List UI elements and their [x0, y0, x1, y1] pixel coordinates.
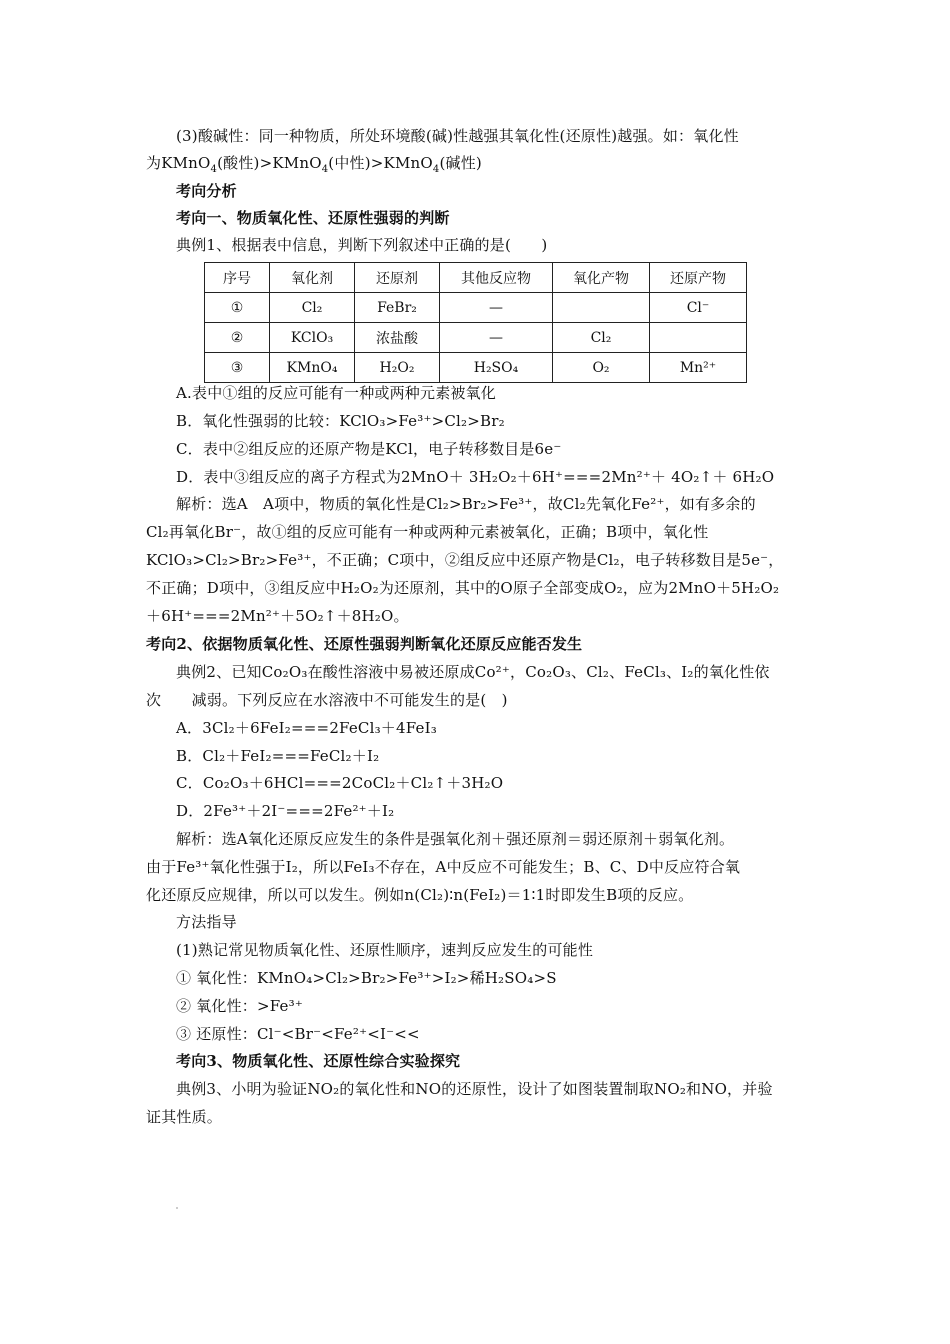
example-title: 典例3、小明为验证NO₂的氧化性和NO的还原性，设计了如图装置制取NO₂和NO，并验 — [176, 1080, 773, 1098]
analysis-line: 解析：选A氧化还原反应发生的条件是强氧化剂＋强还原剂＝弱还原剂＋弱氧化剂。 — [176, 830, 735, 848]
table-cell: Mn²⁺ — [650, 353, 747, 383]
table-cell — [650, 323, 747, 353]
analysis-line: KClO₃>Cl₂>Br₂>Fe³⁺，不正确；C项中，②组反应中还原产物是Cl₂，电子转移数目是5e⁻， — [146, 551, 784, 569]
text-line: 次 减弱。下列反应在水溶液中不可能发生的是( ) — [146, 691, 508, 709]
table-cell: Cl₂ — [270, 293, 355, 323]
method-line: ② 氧化性：>Fe³⁺ — [176, 997, 303, 1015]
section-heading: 考向3、物质氧化性、还原性综合实验探究 — [176, 1052, 461, 1070]
table-header-row — [205, 263, 747, 293]
example-title: 典例1、根据表中信息，判断下列叙述中正确的是( ) — [176, 236, 548, 254]
table-cell: FeBr₂ — [355, 293, 440, 323]
method-title: 方法指导 — [176, 913, 237, 931]
method-line: ① 氧化性：KMnO₄>Cl₂>Br₂>Fe³⁺>I₂>稀H₂SO₄>S — [176, 969, 557, 987]
option-c: C．表中②组反应的还原产物是KCl，电子转移数目是6e⁻ — [176, 440, 562, 458]
example-title: 典例2、已知Co₂O₃在酸性溶液中易被还原成Co²⁺，Co₂O₃、Cl₂、FeCl₃、I₂的氧化性依 — [176, 663, 770, 681]
section-heading: 考向分析 — [176, 182, 237, 200]
table-cell: ① — [205, 293, 270, 323]
table-cell: — — [440, 293, 553, 323]
option-a: A.表中①组的反应可能有一种或两种元素被氧化 — [176, 384, 497, 402]
text-line: 证其性质。 — [146, 1108, 223, 1126]
analysis-line: Cl₂再氧化Br⁻，故①组的反应可能有一种或两种元素被氧化，正确；B项中，氧化性 — [146, 523, 709, 541]
method-line: ③ 还原性：Cl⁻<Br⁻<Fe²⁺<I⁻<< — [176, 1025, 420, 1043]
table-cell — [553, 293, 650, 323]
table-cell: ② — [205, 323, 270, 353]
analysis-line: ＋6H⁺===2Mn²⁺＋5O₂↑＋8H₂O。 — [146, 607, 409, 625]
table-header-cell: 氧化产物 — [553, 263, 650, 293]
table-row — [205, 293, 747, 323]
option-c: C．Co₂O₃＋6HCl===2CoCl₂＋Cl₂↑＋3H₂O — [176, 774, 504, 792]
table-cell: Cl⁻ — [650, 293, 747, 323]
table-header-cell: 序号 — [205, 263, 270, 293]
table-row — [205, 323, 747, 353]
table-cell: H₂O₂ — [355, 353, 440, 383]
table-cell: 浓盐酸 — [355, 323, 440, 353]
table-header-cell: 其他反应物 — [440, 263, 553, 293]
analysis-line: 解析：选A A项中，物质的氧化性是Cl₂>Br₂>Fe³⁺，故Cl₂先氧化Fe²⁺，如有多余的 — [176, 495, 756, 513]
analysis-line: 化还原反应规律，所以可以发生。例如n(Cl₂)∶n(FeI₂)＝1∶1时即发生B项的反应。 — [146, 886, 694, 904]
method-line: (1)熟记常见物质氧化性、还原性顺序，速判反应发生的可能性 — [176, 941, 594, 959]
table-cell: Cl₂ — [553, 323, 650, 353]
section-heading: 考向2、依据物质氧化性、还原性强弱判断氧化还原反应能否发生 — [146, 635, 583, 653]
option-d: D．2Fe³⁺＋2I⁻===2Fe²⁺＋I₂ — [176, 802, 395, 820]
table-cell: KMnO₄ — [270, 353, 355, 383]
option-a: A．3Cl₂＋6FeI₂===2FeCl₃＋4FeI₃ — [176, 719, 437, 737]
table-cell: ③ — [205, 353, 270, 383]
table-cell: KClO₃ — [270, 323, 355, 353]
text-line: (3)酸碱性：同一种物质，所处环境酸(碱)性越强其氧化性(还原性)越强。如：氧化性 — [176, 127, 739, 145]
table-header-cell: 还原产物 — [650, 263, 747, 293]
section-heading: 考向一、物质氧化性、还原性强弱的判断 — [176, 209, 450, 227]
analysis-line: 由于Fe³⁺氧化性强于I₂，所以FeI₃不存在，A中反应不可能发生；B、C、D中反应符合氧 — [146, 858, 741, 876]
table-cell: H₂SO₄ — [440, 353, 553, 383]
table-cell: O₂ — [553, 353, 650, 383]
table-row — [205, 353, 747, 383]
option-b: B．Cl₂＋FeI₂===FeCl₂＋I₂ — [176, 747, 380, 765]
table-header-cell: 氧化剂 — [270, 263, 355, 293]
reaction-table — [204, 262, 747, 383]
table-cell: — — [440, 323, 553, 353]
table-header-cell: 还原剂 — [355, 263, 440, 293]
scan-dot — [176, 1207, 178, 1209]
option-b: B．氧化性强弱的比较：KClO₃>Fe³⁺>Cl₂>Br₂ — [176, 412, 505, 430]
analysis-line: 不正确；D项中，③组反应中H₂O₂为还原剂，其中的O原子全部变成O₂，应为2MnO＋5H₂O₂ — [146, 579, 780, 597]
option-d: D．表中③组反应的离子方程式为2MnO＋ 3H₂O₂＋6H⁺===2Mn²⁺＋ 4O₂↑＋ 6H₂O — [176, 468, 775, 486]
text-line: 为KMnO$_4$(酸性)>KMnO$_4$(中性)>KMnO$_4$(碱性) — [146, 154, 482, 175]
